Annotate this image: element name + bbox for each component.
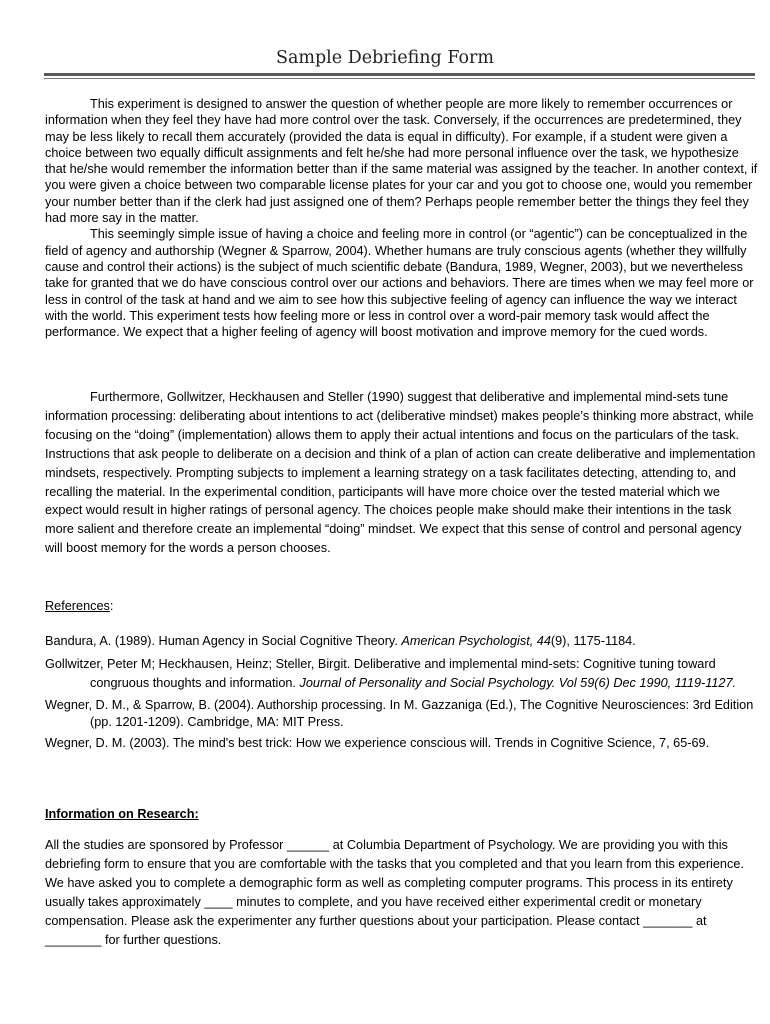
- references-heading: References: [45, 599, 110, 613]
- reference-text: Bandura, A. (1989). Human Agency in Social Cognitive Theory.: [45, 634, 402, 648]
- references-heading-colon: :: [109, 599, 114, 613]
- reference-text: Wegner, D. M. (2003). The mind's best trick: How we experience conscious will. Trends in Cognitive Science, 7, 65-69.: [45, 736, 710, 750]
- mindset-section: [45, 388, 760, 558]
- paragraph-1: This experiment is designed to answer the question of whether people are more likely to remember occurrences or information when they feel they have had more control over the task. Conversely, if the occurrences are predetermined, they may be less likely to recall them accurately (provided the data is equal in difficulty). For example, if a student were given a choice between two equally difficult assignments and felt he/she had more personal influence over the task, we hypothesize that he/she would remember the information better than if the same material was assigned by the teacher. In another context, if you were given a choice between two comparable license plates for your car and you got to choose one, would you remember your number better than if the clerk had just assigned one of them? Perhaps people remember better the things they feel they had more say in the matter.: [45, 97, 758, 226]
- info-section: [45, 836, 760, 949]
- info-paragraph: All the studies are sponsored by Professor ______ at Columbia Department of Psychology. We are providing you with this debriefing form to ensure that you are comfortable with the tasks that you completed and that you learn from this experience. We have asked you to complete a demographic form as well as completing computer programs. This process in its entirety usually takes approximately ____ minutes to complete, and you have received either experimental credit or monetary compensation. Please ask the experimenter any further questions about your participation. Please contact _______ at ________ for further questions.: [45, 838, 744, 947]
- paragraph-3: Furthermore, Gollwitzer, Heckhausen and Steller (1990) suggest that deliberative and implemental mind-sets tune information processing: deliberating about intentions to act (deliberative mindset) makes people’s thinking more abstract, while focusing on the “doing” (implementation) allows them to apply their actual intentions and focus on the particulars of the task. Instructions that ask people to deliberate on a decision and think of a plan of action can create deliberative and implementation mindsets, respectively. Prompting subjects to implement a learning strategy on a task facilitates detecting, attending to, and recalling the material. In the experimental condition, participants will have more choice over the tested material which we expect would result in higher ratings of personal agency. The choices people make should make their intentions in the task more salient and therefore create an implemental “doing” mindset. We expect that this sense of control and personal agency will boost memory for the words a person chooses.: [45, 390, 756, 556]
- reference-item: [45, 697, 760, 731]
- references-section: [45, 597, 760, 752]
- reference-journal: American Psychologist, 44: [401, 634, 551, 648]
- reference-text: Wegner, D. M., & Sparrow, B. (2004). Authorship processing. In M. Gazzaniga (Ed.), The Cognitive Neurosciences: 3rd Edition (pp. 1201-1209). Cambridge, MA: MIT Press.: [45, 698, 754, 729]
- reference-item: [45, 735, 760, 752]
- reference-item: [45, 632, 760, 650]
- title-rule-thin: [44, 78, 755, 79]
- intro-section: [45, 96, 760, 340]
- references-heading-line: [45, 597, 760, 615]
- paragraph-2: This seemingly simple issue of having a choice and feeling more in control (or “agentic”) can be conceptualized in the field of agency and authorship (Wegner & Sparrow, 2004). Whether humans are truly conscious agents (whether they willfully cause and control their actions) is the subject of much scientific debate (Bandura, 1989, Wegner, 2003), but we nevertheless take for granted that we do have conscious control over our actions and behaviors. There are times when we may feel more or less in control of the task at hand and we aim to see how this subjective feeling of agency can influence the way we interact with the world. This experiment tests how feeling more or less in control over a word-pair memory task would affect the performance. We expect that a higher feeling of agency will boost motivation and improve memory for the cued words.: [45, 227, 754, 340]
- title-rule-thick: [44, 73, 755, 76]
- info-heading: Information on Research:: [45, 807, 199, 821]
- reference-journal: Journal of Personality and Social Psychology. Vol 59(6) Dec 1990, 1119-1127.: [299, 676, 737, 690]
- reference-tail: (9), 1175-1184.: [550, 634, 636, 648]
- reference-item: [45, 655, 760, 693]
- page-title: Sample Debriefing Form: [275, 48, 495, 68]
- reference-text: Gollwitzer, Peter M; Heckhausen, Heinz; Steller, Birgit. Deliberative and implemental mind-sets: Cognitive tuning toward congruous thoughts and information.: [45, 657, 716, 690]
